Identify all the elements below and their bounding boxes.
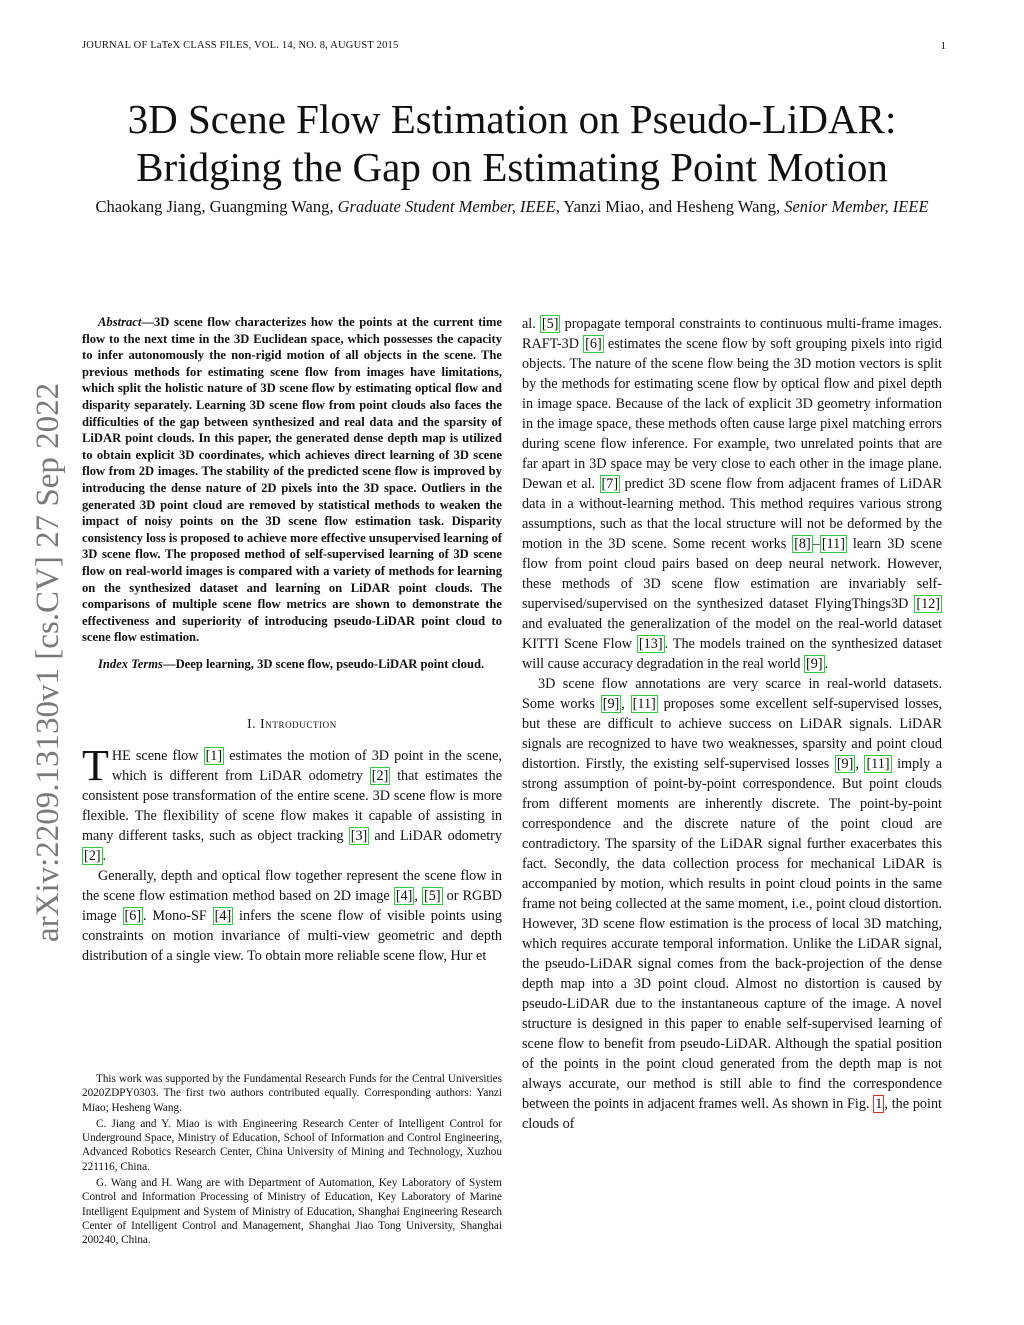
text-run: al. [522, 316, 540, 332]
intro-paragraph-1 [82, 741, 503, 866]
text-run: , [621, 696, 631, 712]
text-run: 3D scene flow annotations are very scarce in real-world datasets. Some works [522, 676, 942, 712]
citation-link[interactable]: [3] [350, 828, 368, 845]
text-run: that estimates the consistent pose transformation of the entire scene. 3D scene flow is more flexible. The flexibility of scene flow makes it capable of assisting in many different tasks, such as object tracking [82, 768, 503, 845]
index-terms-label: Index Terms [98, 656, 163, 671]
text-run: . Mono-SF [143, 908, 213, 925]
section-title: Introduction [260, 716, 337, 732]
citation-link[interactable]: [13] [638, 636, 663, 652]
footnote-funding: This work was supported by the Fundamental Research Funds for the Central Universities 2020ZDPY0303. The first two authors contributed equally. Corresponding authors: Yanzi Miao; Hesheng Wang. [82, 1073, 502, 1114]
footnote-affiliation-1: C. Jiang and Y. Miao is with Engineering Research Center of Intelligent Control for Underground Space, Ministry of Education, School of Information and Control Engineering, Advanced Robotics Research Center, China University of Mining and Technology, Xuzhou 221116, China. [82, 1117, 502, 1173]
citation-link[interactable]: [9] [806, 656, 823, 672]
page-number: 1 [940, 40, 946, 52]
abstract-text: —3D scene flow characterizes how the points at the current time flow to the next time in the 3D Euclidean space, which possesses the capacity to infer autonomously the non-rigid motion of all objects in the scene. The previous methods for estimating scene flow from images have limitations, which split the holistic nature of 3D scene flow by estimating optical flow and disparity separately. Learning 3D scene flow from point clouds also faces the difficulties of the gap between synthesized and real data and the sparsity of LiDAR point clouds. In this paper, the generated dense depth map is utilized to obtain explicit 3D coordinates, which achieves direct learning of 3D scene flow from 2D images. The stability of the predicted scene flow is improved by introducing the dense nature of 2D pixels into the 3D space. Outliers in the generated 3D point cloud are removed by statistical methods to weaken the impact of noisy points on the 3D scene flow estimation task. Disparity consistency loss is proposed to achieve more effective unsupervised learning of 3D scene flow. The proposed method of self-supervised learning of 3D scene flow on real-world images is compared with a variety of methods for learning on the synthesized dataset and learning on LiDAR point clouds. The comparisons of multiple scene flow metrics are shown to demonstrate the effectiveness and superiority of introducing pseudo-LiDAR point cloud to scene flow estimation. [82, 315, 502, 645]
citation-link[interactable]: [2] [84, 848, 101, 865]
right-column [522, 314, 942, 1134]
authors-role-a: Graduate Student Member, IEEE [337, 197, 556, 216]
text-run: learn 3D scene flow from point cloud pairs based on deep neural network. However, these methods of 3D scene flow estimation are invariably self-supervised/supervised on the synthesized dataset FlyingThings3D [522, 536, 942, 612]
text-run: . [102, 848, 107, 865]
authors-role-b: Senior Member, IEEE [784, 197, 929, 216]
footnotes [82, 1072, 502, 1250]
intro-paragraph-3 [522, 314, 942, 674]
citation-link[interactable]: [11] [866, 756, 890, 772]
citation-link[interactable]: [9] [836, 756, 854, 772]
arxiv-stamp-text: arXiv:2209.13130v1 [cs.CV] 27 Sep 2022 [30, 382, 66, 942]
arxiv-stamp [14, 352, 74, 942]
abstract [82, 314, 502, 646]
text-run: imply a strong assumption of point-by-point correspondence. But point clouds from different moments are inherently discrete. The point-by-point correspondence and the discrete nature of the point cloud are contradictory. The sparsity of the LiDAR signal further exacerbates this fact. Secondly, the data collection process for mechanical LiDAR is accompanied by motion, which results in point cloud points in the same frame not being collected at the same moment, i.e., point cloud distortion. However, 3D scene flow estimation is the process of local 3D matching, which requires accurate temporal information. Unlike the LiDAR signal, the pseudo-LiDAR signal comes from the back-projection of the dense depth map into a 3D point cloud. Almost no distortion is caused by pseudo-LiDAR due to the instantaneous capture of the image. A novel structure is designed in this paper to enable self-supervised learning of scene flow to benefit from pseudo-LiDAR. Although the spatial position of the points in the point cloud generated from the depth map is not always accurate, our method is still able to find the correspondence between the points in adjacent frames well. As shown in Fig. [522, 756, 943, 1112]
citation-link[interactable]: [6] [124, 908, 142, 925]
citation-link[interactable]: [5] [424, 888, 441, 905]
text-run: propagate temporal constraints to continuous multi-frame images. RAFT-3D [522, 316, 942, 352]
intro-paragraph-2 [82, 866, 502, 966]
text-run: and evaluated the generalization of the model on the real-world dataset KITTI Scene Flow [522, 616, 942, 652]
citation-link[interactable]: [8] [794, 536, 811, 552]
paper-title [60, 95, 964, 191]
authors-names-a: Chaokang Jiang, Guangming Wang, [95, 197, 334, 216]
citation-link[interactable]: [1] [205, 748, 223, 765]
citation-link[interactable]: [4] [214, 908, 232, 925]
text-run: predict 3D scene flow from adjacent frames of LiDAR data in a without-learning method. This method requires various strong assumptions, such as that the local structure will not be deformed by the motion in the 3D scene. Some recent works [522, 476, 942, 552]
text-run: infers the scene flow of visible points using constraints on motion invariance of multi-view geometric and depth distribution of a single view. To obtain more reliable scene flow, Hur et [82, 908, 502, 965]
citation-link[interactable]: [4] [395, 888, 413, 905]
section-heading [82, 714, 502, 734]
figure-link[interactable]: 1 [875, 1096, 883, 1112]
text-run: or RGBD image [82, 888, 502, 925]
intro-paragraph-4 [522, 674, 942, 1134]
footnote-affiliation-2: G. Wang and H. Wang are with Department of Automation, Key Laboratory of System Control and Information Processing of Ministry of Education, Key Laboratory of Marine Intelligent Equipment and System of Ministry of Education, Shanghai Engineering Research Center of Intelligent Control and Management, Shanghai Jiao Tong University, Shanghai 200240, China. [82, 1177, 502, 1247]
text-run: – [812, 536, 820, 552]
text-run: . [824, 656, 829, 672]
text-run: , the point clouds of [522, 1096, 942, 1132]
citation-link[interactable]: [11] [821, 536, 845, 552]
text-run: and LiDAR odometry [369, 828, 502, 845]
running-head: JOURNAL OF LaTeX CLASS FILES, VOL. 14, NO. 8, AUGUST 2015 [82, 40, 399, 51]
title-line-1: 3D Scene Flow Estimation on Pseudo-LiDAR: [127, 96, 897, 142]
left-column [82, 314, 502, 966]
citation-link[interactable]: [7] [601, 476, 619, 492]
text-run: . The models trained on the synthesized dataset will cause accuracy degradation in the real world [522, 636, 943, 672]
author-list [88, 196, 936, 218]
title-line-2: Bridging the Gap on Estimating Point Motion [136, 144, 888, 190]
citation-link[interactable]: [11] [632, 696, 656, 712]
text-run: HE scene flow [111, 748, 204, 765]
citation-link[interactable]: [5] [541, 316, 559, 332]
index-terms-text: —Deep learning, 3D scene flow, pseudo-LiDAR point cloud. [162, 656, 485, 671]
drop-cap: T [82, 741, 109, 791]
text-run: , [414, 888, 423, 905]
abstract-label: Abstract [98, 315, 142, 329]
text-run: , [855, 756, 865, 772]
text-run: estimates the scene flow by soft grouping pixels into rigid objects. The nature of the scene flow being the 3D motion vectors is split by the methods for estimating scene flow by optical flow and pixel depth in image space. Because of the lack of explicit 3D geometry information in the image space, these methods often cause large pixel matching errors during scene flow inference. For example, two unrelated points that are far apart in 3D space may be very close to each other in the image plane. Dewan et al. [522, 336, 943, 492]
citation-link[interactable]: [6] [585, 336, 602, 352]
text-run: Generally, depth and optical flow together represent the scene flow in the scene flow estimation method based on 2D image [82, 868, 502, 905]
index-terms [82, 656, 502, 673]
citation-link[interactable]: [9] [602, 696, 620, 712]
authors-names-b: , Yanzi Miao, and Hesheng Wang, [555, 197, 781, 216]
text-run: estimates the motion of 3D point in the scene, which is different from LiDAR odometry [111, 748, 502, 785]
citation-link[interactable]: [12] [916, 596, 940, 612]
text-run: proposes some excellent self-supervised losses, but these are difficult to achieve success on LiDAR signals. LiDAR signals are recognized to have two weaknesses, sparsity and point cloud distortion. Firstly, the existing self-supervised losses [522, 696, 943, 772]
citation-link[interactable]: [2] [371, 768, 389, 785]
section-number: I. [247, 716, 257, 732]
